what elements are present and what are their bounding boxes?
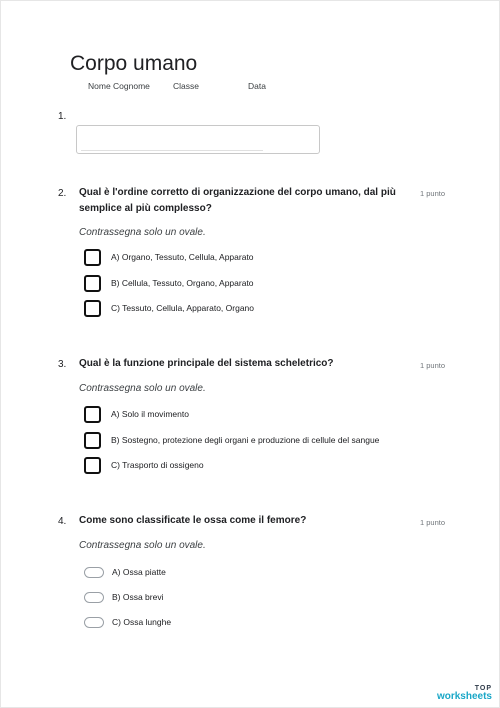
checkbox[interactable] (84, 300, 101, 317)
checkbox[interactable] (84, 275, 101, 292)
question-2-hint: Contrassegna solo un ovale. (79, 227, 206, 238)
question-4-option-b[interactable] (84, 588, 164, 606)
question-3-points: 1 punto (420, 361, 446, 370)
question-4-hint: Contrassegna solo un ovale. (79, 540, 206, 551)
question-3-option-a[interactable] (84, 405, 189, 423)
checkbox[interactable] (84, 406, 101, 423)
name-field-label: Nome Cognome (88, 81, 150, 91)
logo-top-text: TOP (474, 685, 492, 692)
question-2-text-line1: Qual è l'ordine corretto di organizzazione del corpo umano, dal più (79, 187, 396, 198)
option-label: C) Ossa lunghe (112, 617, 172, 627)
class-field-label: Classe (173, 81, 199, 91)
question-1-number: 1. (58, 111, 67, 122)
checkbox[interactable] (84, 457, 101, 474)
question-2-number: 2. (58, 188, 67, 199)
date-field-label: Data (248, 81, 266, 91)
question-3-text: Qual è la funzione principale del sistema scheletrico? (79, 358, 334, 369)
question-3-hint: Contrassegna solo un ovale. (79, 383, 206, 394)
question-1-answer-input[interactable] (76, 125, 320, 154)
question-4-option-a[interactable] (84, 563, 166, 581)
option-label: B) Cellula, Tessuto, Organo, Apparato (111, 278, 254, 288)
question-3-number: 3. (58, 359, 67, 370)
topworksheets-logo (437, 685, 492, 702)
page-title: Corpo umano (70, 52, 198, 75)
radio-oval[interactable] (84, 592, 104, 603)
question-2-text-line2: semplice al più complesso? (79, 203, 212, 214)
question-3-option-b[interactable] (84, 431, 379, 449)
answer-underline (81, 150, 263, 151)
logo-bottom-text: worksheets (436, 691, 492, 702)
radio-oval[interactable] (84, 567, 104, 578)
question-4-points: 1 punto (420, 518, 446, 527)
question-3-option-c[interactable] (84, 456, 204, 474)
question-2-option-b[interactable] (84, 274, 254, 292)
option-label: C) Tessuto, Cellula, Apparato, Organo (111, 303, 255, 313)
option-label: C) Trasporto di ossigeno (111, 460, 204, 470)
option-label: A) Organo, Tessuto, Cellula, Apparato (111, 252, 254, 262)
option-label: B) Ossa brevi (112, 592, 164, 602)
question-4-text: Come sono classificate le ossa come il femore? (79, 515, 307, 526)
question-2-text (79, 185, 409, 217)
question-2-points: 1 punto (420, 189, 446, 198)
checkbox[interactable] (84, 249, 101, 266)
option-label: B) Sostegno, protezione degli organi e produzione di cellule del sangue (111, 435, 380, 445)
option-label: A) Ossa piatte (112, 567, 166, 577)
checkbox[interactable] (84, 432, 101, 449)
question-4-number: 4. (58, 516, 67, 527)
question-4-option-c[interactable] (84, 613, 171, 631)
question-2-option-a[interactable] (84, 248, 254, 266)
radio-oval[interactable] (84, 617, 104, 628)
question-2-option-c[interactable] (84, 299, 254, 317)
option-label: A) Solo il movimento (111, 409, 189, 419)
